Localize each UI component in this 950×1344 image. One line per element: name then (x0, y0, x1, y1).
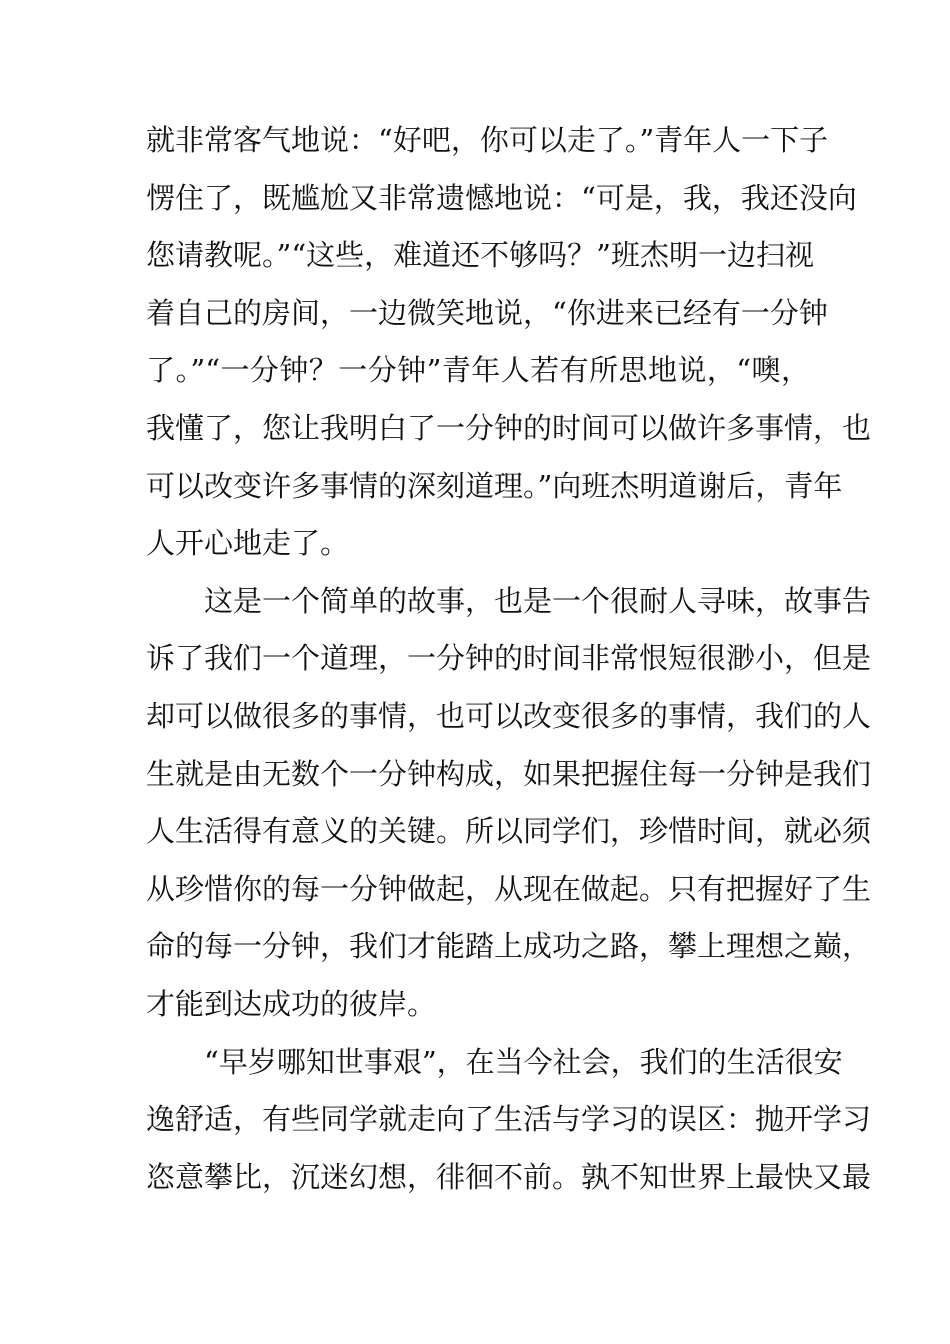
text-line: 就非常客气地说：“好吧，你可以走了。”青年人一下子 (146, 123, 829, 157)
text-line: 却可以做很多的事情，也可以改变很多的事情，我们的人 (146, 698, 872, 733)
text-line: 逸舒适，有些同学就走向了生活与学习的误区：抛开学习 (146, 1102, 872, 1137)
body-text (146, 112, 872, 1206)
text-line: 才能到达成功的彼岸。 (146, 986, 437, 1021)
text-line: 人开心地走了。 (146, 526, 350, 561)
text-line: 人生活得有意义的关键。所以同学们，珍惜时间，就必须 (146, 814, 872, 849)
text-line: 诉了我们一个道理，一分钟的时间非常恨短很渺小，但是 (146, 641, 872, 676)
text-line: 命的每一分钟，我们才能踏上成功之路，攀上理想之巅， (146, 929, 872, 964)
text-line: 着自己的房间，一边微笑地说，“你进来已经有一分钟 (146, 295, 828, 330)
paragraph-first-line: 这是一个简单的故事，也是一个很耐人寻味，故事告 (204, 583, 872, 618)
paragraph-first-line: “早岁哪知世事艰”，在当今社会，我们的生活很安 (204, 1044, 843, 1079)
text-line: 了。”“一分钟？一分钟”青年人若有所思地说，“噢， (146, 353, 810, 388)
text-line: 愣住了，既尴尬又非常遗憾地说：“可是，我，我还没向 (146, 180, 857, 215)
text-line: 我懂了，您让我明白了一分钟的时间可以做许多事情，也 (146, 410, 872, 445)
text-line: 从珍惜你的每一分钟做起，从现在做起。只有把握好了生 (146, 871, 872, 906)
text-line: 您请教呢。”“这些，难道还不够吗？”班杰明一边扫视 (146, 238, 814, 273)
text-line: 可以改变许多事情的深刻道理。”向班杰明道谢后，青年 (146, 468, 843, 503)
text-line: 恣意攀比，沉迷幻想，徘徊不前。孰不知世界上最快又最 (146, 1159, 872, 1194)
text-line: 生就是由无数个一分钟构成，如果把握住每一分钟是我们 (146, 756, 872, 791)
